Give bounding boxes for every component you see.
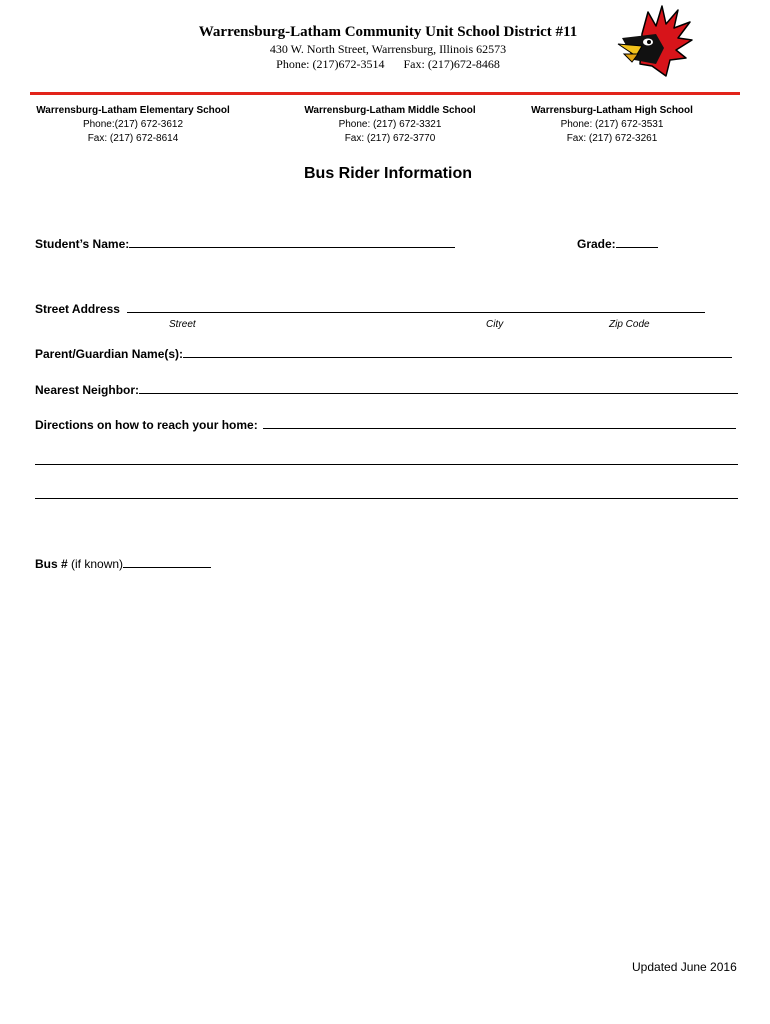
school-phone: Phone: (217) 672-3321 — [338, 119, 442, 130]
letterhead — [0, 0, 770, 96]
cardinal-mascot-icon — [612, 4, 696, 86]
grade-label: Grade: — [577, 237, 616, 251]
student-name-label: Student’s Name: — [35, 237, 130, 251]
guardian-field[interactable] — [183, 346, 732, 358]
bus-number-row — [35, 556, 211, 571]
directions-label: Directions on how to reach your home: — [35, 418, 258, 432]
form-title: Bus Rider Information — [303, 165, 472, 182]
student-name-row — [35, 236, 455, 251]
district-address: 430 W. North Street, Warrensburg, Illinois 62573 — [269, 42, 507, 56]
grade-field[interactable] — [616, 236, 658, 248]
district-name: Warrensburg-Latham Community Unit School District #11 — [198, 24, 578, 40]
directions-line-2[interactable] — [35, 464, 738, 465]
street-address-label: Street Address — [35, 302, 120, 316]
school-fax: Fax: (217) 672-3261 — [566, 133, 658, 144]
street-sublabel: Street — [169, 319, 196, 330]
street-address-row — [35, 301, 705, 316]
school-phone: Phone: (217) 672-3531 — [560, 119, 664, 130]
school-phone: Phone:(217) 672-3612 — [82, 119, 184, 130]
school-high — [512, 104, 712, 146]
neighbor-label: Nearest Neighbor: — [35, 383, 140, 397]
directions-field[interactable] — [263, 417, 736, 429]
school-middle — [290, 104, 490, 146]
school-name: Warrensburg-Latham High School — [531, 105, 693, 116]
street-address-field[interactable] — [127, 301, 705, 313]
neighbor-row — [35, 382, 738, 397]
bus-number-field[interactable] — [123, 556, 211, 568]
bus-number-hint: (if known) — [67, 557, 124, 571]
directions-row — [35, 417, 736, 432]
guardian-row — [35, 346, 732, 361]
district-phone: Phone: (217)672-3514 — [276, 57, 385, 71]
guardian-label: Parent/Guardian Name(s): — [35, 347, 184, 361]
bus-number-label: Bus # — [35, 557, 68, 571]
header-divider — [30, 92, 740, 95]
city-sublabel: City — [486, 319, 504, 330]
student-name-field[interactable] — [129, 236, 455, 248]
school-name: Warrensburg-Latham Elementary School — [36, 105, 230, 116]
school-fax: Fax: (217) 672-8614 — [87, 133, 179, 144]
neighbor-field[interactable] — [139, 382, 738, 394]
school-elementary — [30, 104, 236, 146]
updated-date: Updated June 2016 — [632, 960, 737, 974]
zip-sublabel: Zip Code — [609, 319, 650, 330]
district-fax: Fax: (217)672-8468 — [403, 57, 500, 71]
grade-row — [577, 236, 658, 251]
directions-line-3[interactable] — [35, 498, 738, 499]
school-fax: Fax: (217) 672-3770 — [344, 133, 436, 144]
school-name: Warrensburg-Latham Middle School — [304, 105, 476, 116]
